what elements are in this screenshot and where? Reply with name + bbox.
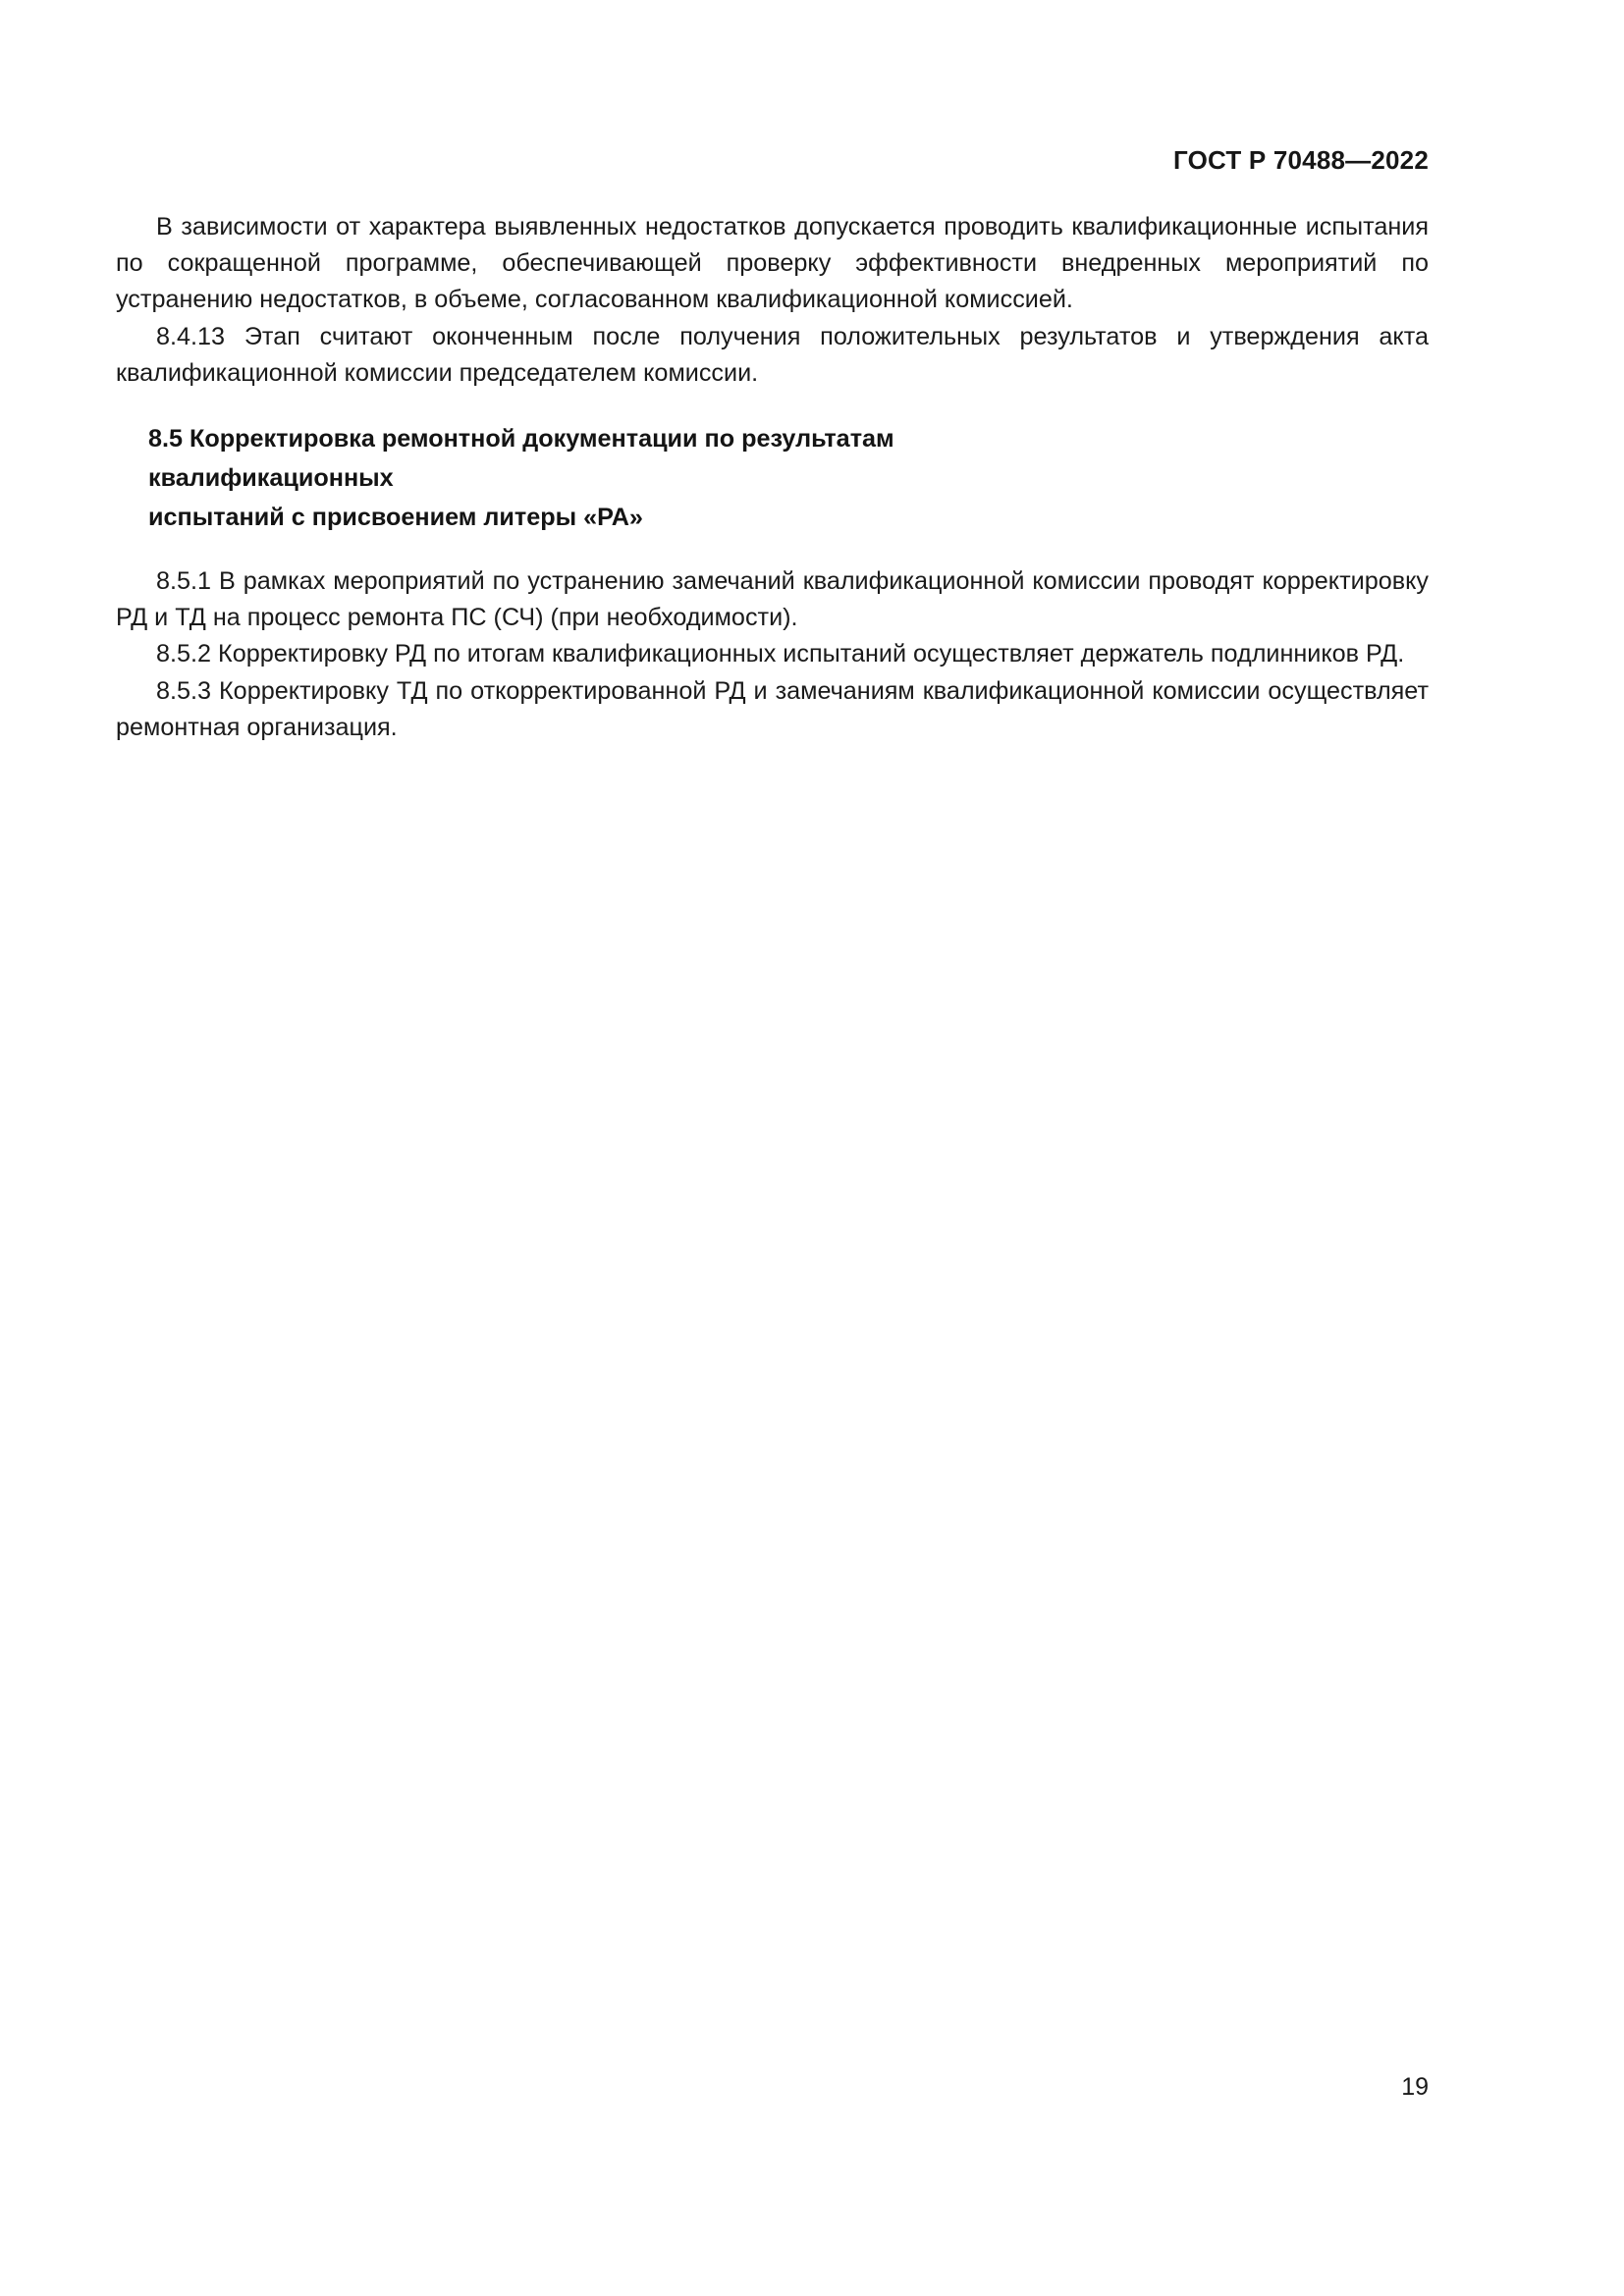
page-number: 19 [1401, 2073, 1429, 2101]
paragraph-clause-8-5-3: 8.5.3 Корректировку ТД по откорректированной РД и замечаниям квалификационной комиссии осуществляет ремонтная организация. [116, 676, 1429, 741]
page-content-column [116, 209, 1429, 746]
paragraph-clause-8-5-1: 8.5.1 В рамках мероприятий по устранению замечаний квалификационной комиссии проводят корректировку РД и ТД на процесс ремонта ПС (СЧ) (при необходимости). [116, 567, 1429, 632]
heading-clause-8-5 [116, 392, 1130, 563]
paragraph-clause-8-5-2: 8.5.2 Корректировку РД по итогам квалификационных испытаний осуществляет держатель подлинников РД. [156, 640, 1405, 668]
heading-clause-8-5-line-2: испытаний с присвоением литеры «РА» [148, 504, 643, 532]
heading-clause-8-5-line-1: 8.5 Корректировка ремонтной документации по результатам квалификационных [148, 425, 894, 493]
paragraph-intro: В зависимости от характера выявленных недостатков допускается проводить квалификационные испытания по сокращенной программе, обеспечивающей проверку эффективности внедренных мероприятий по устранению недостатков, в объеме, согласованном квалификационной комиссией. [116, 213, 1429, 314]
paragraph-clause-8-4-13: 8.4.13 Этап считают оконченным после получения положительных результатов и утверждения акта квалификационной комиссии председателем комиссии. [116, 322, 1429, 387]
running-header-standard-number: ГОСТ Р 70488—2022 [1173, 145, 1429, 175]
